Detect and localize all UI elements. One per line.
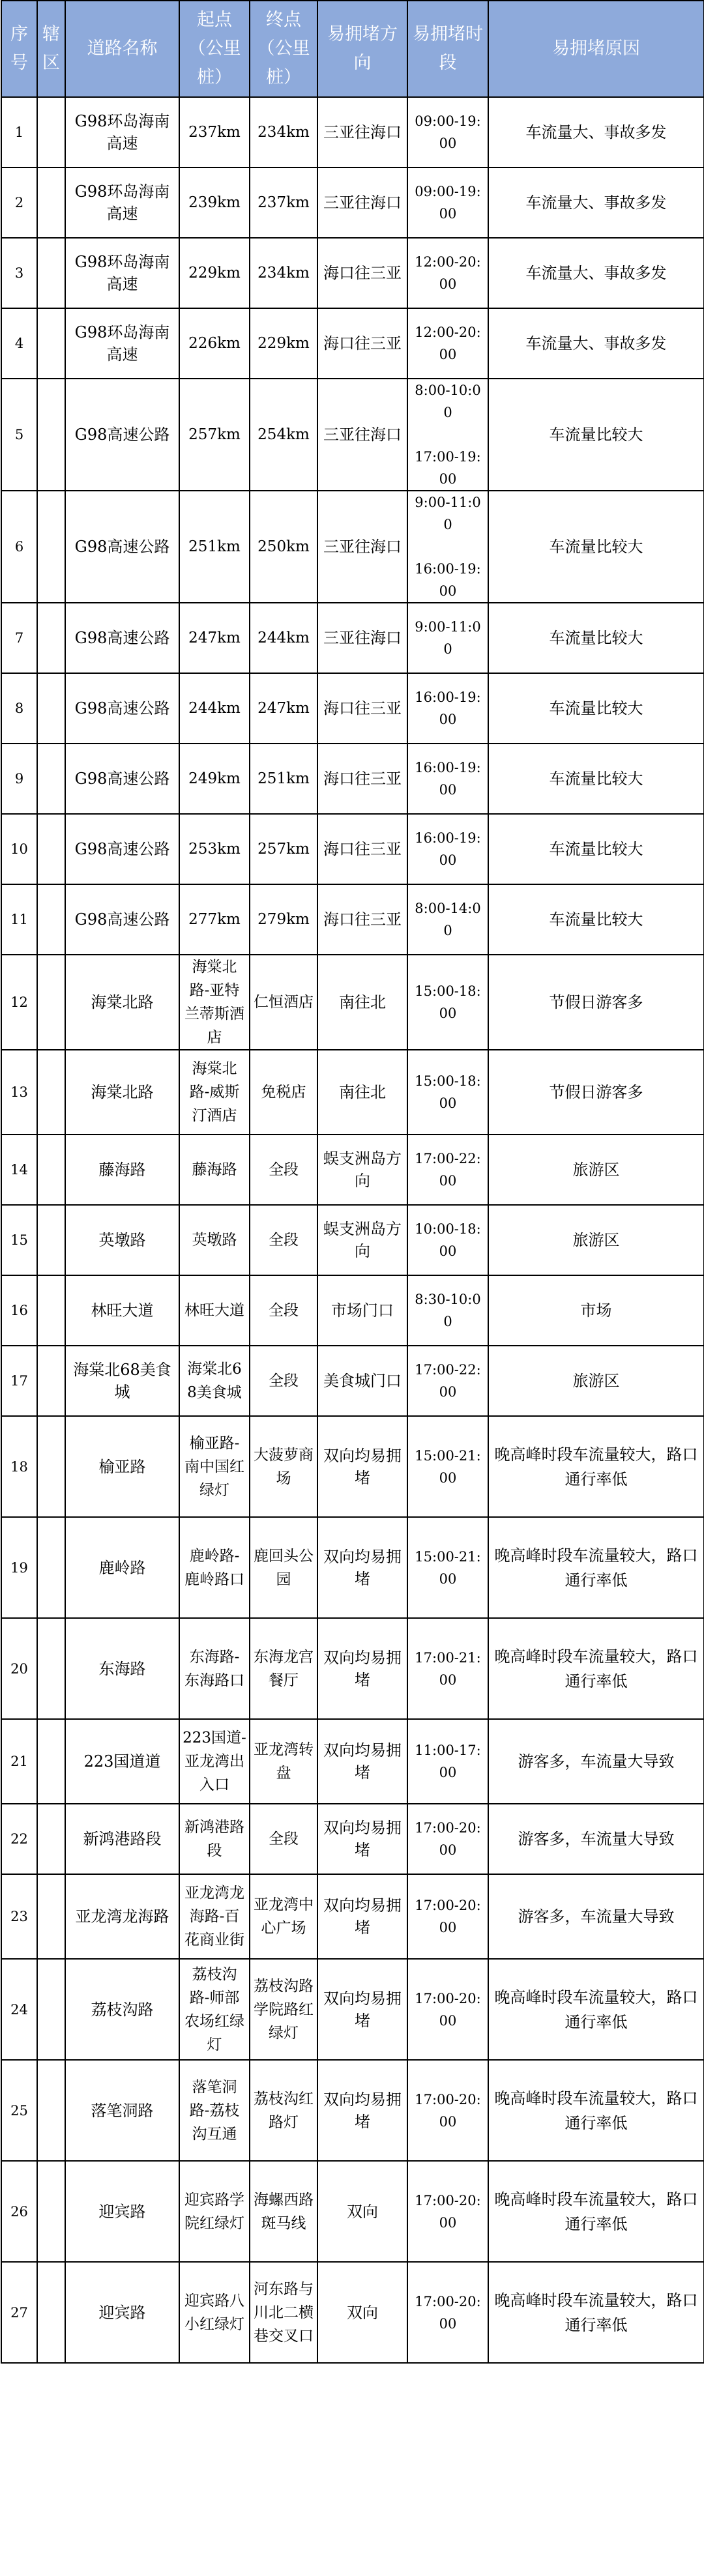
cell-district xyxy=(37,1050,65,1135)
cell-cause: 市场 xyxy=(488,1275,704,1346)
header-time: 易拥堵时段 xyxy=(407,1,488,97)
cell-start: 林旺大道 xyxy=(179,1275,250,1346)
cell-end: 河东路与川北二横巷交叉口 xyxy=(250,2262,317,2363)
cell-time: 10:00-18:00 xyxy=(407,1205,488,1275)
cell-road: 英墩路 xyxy=(65,1205,179,1275)
cell-district xyxy=(37,379,65,491)
table-row xyxy=(1,1618,704,1719)
cell-cause: 车流量比较大 xyxy=(488,603,704,673)
cell-end: 279km xyxy=(250,884,317,955)
cell-direction: 海口往三亚 xyxy=(317,238,407,308)
cell-seq: 9 xyxy=(1,744,37,814)
cell-start: 247km xyxy=(179,603,250,673)
cell-start: 鹿岭路-鹿岭路口 xyxy=(179,1517,250,1618)
cell-start: 251km xyxy=(179,491,250,603)
table-row xyxy=(1,1719,704,1804)
cell-road: G98高速公路 xyxy=(65,884,179,955)
cell-cause: 晚高峰时段车流量较大，路口通行率低 xyxy=(488,1517,704,1618)
cell-seq: 7 xyxy=(1,603,37,673)
cell-start: 223国道-亚龙湾出入口 xyxy=(179,1719,250,1804)
cell-time: 17:00-20:00 xyxy=(407,2161,488,2262)
cell-start: 277km xyxy=(179,884,250,955)
header-road: 道路名称 xyxy=(65,1,179,97)
cell-direction: 双向均易拥堵 xyxy=(317,1416,407,1517)
cell-end: 全段 xyxy=(250,1205,317,1275)
cell-road: 迎宾路 xyxy=(65,2161,179,2262)
table-row xyxy=(1,884,704,955)
cell-district xyxy=(37,2262,65,2363)
cell-cause: 游客多，车流量大导致 xyxy=(488,1719,704,1804)
cell-district xyxy=(37,814,65,884)
cell-start: 藤海路 xyxy=(179,1135,250,1205)
table-row xyxy=(1,491,704,603)
cell-cause: 车流量比较大 xyxy=(488,673,704,744)
cell-direction: 海口往三亚 xyxy=(317,884,407,955)
table-row xyxy=(1,1050,704,1135)
cell-time: 15:00-21:00 xyxy=(407,1517,488,1618)
cell-cause: 晚高峰时段车流量较大，路口通行率低 xyxy=(488,1618,704,1719)
cell-direction: 双向均易拥堵 xyxy=(317,1618,407,1719)
cell-cause: 晚高峰时段车流量较大，路口通行率低 xyxy=(488,2060,704,2161)
cell-time: 12:00-20:00 xyxy=(407,308,488,379)
cell-road: 海棠北68美食城 xyxy=(65,1346,179,1416)
cell-direction: 双向均易拥堵 xyxy=(317,1874,407,1959)
table-header-row xyxy=(1,1,704,97)
table-row xyxy=(1,1346,704,1416)
cell-direction: 海口往三亚 xyxy=(317,814,407,884)
table-row xyxy=(1,308,704,379)
cell-time: 17:00-20:00 xyxy=(407,1874,488,1959)
table-row xyxy=(1,97,704,167)
cell-direction: 双向 xyxy=(317,2262,407,2363)
table-row xyxy=(1,673,704,744)
cell-district xyxy=(37,673,65,744)
cell-time: 09:00-19:00 xyxy=(407,97,488,167)
cell-time: 9:00-11:00 xyxy=(407,603,488,673)
cell-road: G98高速公路 xyxy=(65,379,179,491)
cell-district xyxy=(37,1205,65,1275)
cell-road: G98高速公路 xyxy=(65,744,179,814)
cell-road: 鹿岭路 xyxy=(65,1517,179,1618)
cell-start: 迎宾路八小红绿灯 xyxy=(179,2262,250,2363)
cell-road: G98高速公路 xyxy=(65,603,179,673)
cell-cause: 节假日游客多 xyxy=(488,1050,704,1135)
cell-cause: 晚高峰时段车流量较大，路口通行率低 xyxy=(488,2262,704,2363)
cell-seq: 12 xyxy=(1,955,37,1050)
cell-start: 249km xyxy=(179,744,250,814)
cell-direction: 美食城门口 xyxy=(317,1346,407,1416)
cell-end: 大菠萝商场 xyxy=(250,1416,317,1517)
cell-road: G98高速公路 xyxy=(65,673,179,744)
cell-seq: 24 xyxy=(1,1959,37,2060)
cell-direction: 南往北 xyxy=(317,955,407,1050)
cell-end: 免税店 xyxy=(250,1050,317,1135)
header-end: 终点（公里桩） xyxy=(250,1,317,97)
cell-road: 林旺大道 xyxy=(65,1275,179,1346)
cell-direction: 三亚往海口 xyxy=(317,491,407,603)
cell-time: 17:00-20:00 xyxy=(407,1959,488,2060)
cell-district xyxy=(37,1959,65,2060)
cell-time: 16:00-19:00 xyxy=(407,744,488,814)
cell-time: 15:00-18:00 xyxy=(407,1050,488,1135)
cell-road: G98高速公路 xyxy=(65,814,179,884)
cell-end: 荔枝沟红路灯 xyxy=(250,2060,317,2161)
table-row xyxy=(1,1804,704,1874)
cell-end: 244km xyxy=(250,603,317,673)
cell-district xyxy=(37,308,65,379)
cell-start: 英墩路 xyxy=(179,1205,250,1275)
cell-start: 落笔洞路-荔枝沟互通 xyxy=(179,2060,250,2161)
cell-road: 海棠北路 xyxy=(65,955,179,1050)
table-row xyxy=(1,1959,704,2060)
table-row xyxy=(1,2161,704,2262)
cell-end: 251km xyxy=(250,744,317,814)
cell-cause: 车流量大、事故多发 xyxy=(488,238,704,308)
cell-district xyxy=(37,884,65,955)
cell-end: 仁恒酒店 xyxy=(250,955,317,1050)
cell-end: 257km xyxy=(250,814,317,884)
cell-start: 海棠北68美食城 xyxy=(179,1346,250,1416)
cell-road: 荔枝沟路 xyxy=(65,1959,179,2060)
cell-end: 全段 xyxy=(250,1135,317,1205)
cell-district xyxy=(37,491,65,603)
cell-seq: 21 xyxy=(1,1719,37,1804)
table-row xyxy=(1,744,704,814)
cell-direction: 双向均易拥堵 xyxy=(317,1804,407,1874)
cell-time: 12:00-20:00 xyxy=(407,238,488,308)
cell-start: 226km xyxy=(179,308,250,379)
cell-cause: 旅游区 xyxy=(488,1135,704,1205)
header-start: 起点（公里桩） xyxy=(179,1,250,97)
cell-end: 东海龙宫餐厅 xyxy=(250,1618,317,1719)
cell-road: G98环岛海南高速 xyxy=(65,167,179,238)
cell-direction: 海口往三亚 xyxy=(317,744,407,814)
cell-end: 全段 xyxy=(250,1346,317,1416)
table-row xyxy=(1,1517,704,1618)
cell-start: 东海路-东海路口 xyxy=(179,1618,250,1719)
cell-cause: 晚高峰时段车流量较大，路口通行率低 xyxy=(488,1959,704,2060)
cell-road: G98环岛海南高速 xyxy=(65,238,179,308)
cell-seq: 14 xyxy=(1,1135,37,1205)
cell-time: 17:00-22:00 xyxy=(407,1346,488,1416)
cell-seq: 23 xyxy=(1,1874,37,1959)
table-row xyxy=(1,1135,704,1205)
cell-end: 全段 xyxy=(250,1275,317,1346)
cell-time: 17:00-20:00 xyxy=(407,2060,488,2161)
cell-start: 253km xyxy=(179,814,250,884)
cell-district xyxy=(37,1874,65,1959)
cell-start: 244km xyxy=(179,673,250,744)
cell-start: 229km xyxy=(179,238,250,308)
cell-start: 237km xyxy=(179,97,250,167)
cell-district xyxy=(37,744,65,814)
cell-district xyxy=(37,97,65,167)
cell-cause: 车流量比较大 xyxy=(488,379,704,491)
cell-start: 239km xyxy=(179,167,250,238)
cell-direction: 三亚往海口 xyxy=(317,167,407,238)
cell-end: 亚龙湾转盘 xyxy=(250,1719,317,1804)
cell-cause: 车流量比较大 xyxy=(488,884,704,955)
cell-road: 榆亚路 xyxy=(65,1416,179,1517)
cell-end: 亚龙湾中心广场 xyxy=(250,1874,317,1959)
cell-direction: 市场门口 xyxy=(317,1275,407,1346)
congestion-table xyxy=(1,0,704,2364)
cell-time: 15:00-21:00 xyxy=(407,1416,488,1517)
cell-start: 亚龙湾龙海路-百花商业街 xyxy=(179,1874,250,1959)
cell-road: 迎宾路 xyxy=(65,2262,179,2363)
cell-time: 8:30-10:00 xyxy=(407,1275,488,1346)
cell-district xyxy=(37,2161,65,2262)
table-row xyxy=(1,238,704,308)
cell-district xyxy=(37,1719,65,1804)
cell-district xyxy=(37,1618,65,1719)
cell-end: 247km xyxy=(250,673,317,744)
cell-cause: 旅游区 xyxy=(488,1205,704,1275)
cell-cause: 旅游区 xyxy=(488,1346,704,1416)
cell-district xyxy=(37,955,65,1050)
table-row xyxy=(1,955,704,1050)
cell-seq: 1 xyxy=(1,97,37,167)
cell-seq: 4 xyxy=(1,308,37,379)
cell-direction: 双向均易拥堵 xyxy=(317,2060,407,2161)
cell-start: 榆亚路-南中国红绿灯 xyxy=(179,1416,250,1517)
cell-road: 223国道道 xyxy=(65,1719,179,1804)
cell-cause: 车流量比较大 xyxy=(488,744,704,814)
cell-seq: 16 xyxy=(1,1275,37,1346)
cell-road: 落笔洞路 xyxy=(65,2060,179,2161)
cell-seq: 18 xyxy=(1,1416,37,1517)
cell-cause: 节假日游客多 xyxy=(488,955,704,1050)
table-row xyxy=(1,1416,704,1517)
cell-district xyxy=(37,238,65,308)
cell-seq: 19 xyxy=(1,1517,37,1618)
cell-district xyxy=(37,603,65,673)
cell-seq: 11 xyxy=(1,884,37,955)
cell-seq: 27 xyxy=(1,2262,37,2363)
table-row xyxy=(1,379,704,491)
cell-start: 海棠北路-威斯汀酒店 xyxy=(179,1050,250,1135)
table-row xyxy=(1,1275,704,1346)
table-row xyxy=(1,814,704,884)
cell-district xyxy=(37,1804,65,1874)
cell-end: 229km xyxy=(250,308,317,379)
cell-cause: 车流量大、事故多发 xyxy=(488,167,704,238)
cell-time: 17:00-21:00 xyxy=(407,1618,488,1719)
cell-time: 17:00-20:00 xyxy=(407,2262,488,2363)
cell-direction: 海口往三亚 xyxy=(317,673,407,744)
cell-end: 234km xyxy=(250,238,317,308)
cell-direction: 三亚往海口 xyxy=(317,379,407,491)
cell-direction: 双向均易拥堵 xyxy=(317,1719,407,1804)
cell-road: G98环岛海南高速 xyxy=(65,97,179,167)
cell-direction: 海口往三亚 xyxy=(317,308,407,379)
cell-cause: 游客多，车流量大导致 xyxy=(488,1804,704,1874)
cell-time: 09:00-19:00 xyxy=(407,167,488,238)
cell-start: 迎宾路学院红绿灯 xyxy=(179,2161,250,2262)
cell-time: 11:00-17:00 xyxy=(407,1719,488,1804)
cell-seq: 22 xyxy=(1,1804,37,1874)
cell-time: 9:00-11:00 16:00-19:00 xyxy=(407,491,488,603)
table-row xyxy=(1,1205,704,1275)
cell-seq: 25 xyxy=(1,2060,37,2161)
cell-cause: 车流量大、事故多发 xyxy=(488,97,704,167)
cell-time: 17:00-20:00 xyxy=(407,1804,488,1874)
cell-seq: 3 xyxy=(1,238,37,308)
table-row xyxy=(1,2060,704,2161)
cell-cause: 晚高峰时段车流量较大，路口通行率低 xyxy=(488,2161,704,2262)
cell-seq: 15 xyxy=(1,1205,37,1275)
cell-cause: 车流量比较大 xyxy=(488,814,704,884)
table-row xyxy=(1,167,704,238)
cell-end: 海螺西路斑马线 xyxy=(250,2161,317,2262)
cell-district xyxy=(37,1135,65,1205)
cell-direction: 蜈支洲岛方向 xyxy=(317,1205,407,1275)
cell-district xyxy=(37,1517,65,1618)
cell-seq: 13 xyxy=(1,1050,37,1135)
cell-end: 254km xyxy=(250,379,317,491)
cell-seq: 5 xyxy=(1,379,37,491)
cell-district xyxy=(37,1275,65,1346)
cell-cause: 游客多，车流量大导致 xyxy=(488,1874,704,1959)
cell-direction: 南往北 xyxy=(317,1050,407,1135)
cell-seq: 6 xyxy=(1,491,37,603)
cell-seq: 2 xyxy=(1,167,37,238)
cell-start: 257km xyxy=(179,379,250,491)
cell-end: 250km xyxy=(250,491,317,603)
header-seq: 序号 xyxy=(1,1,37,97)
cell-start: 新鸿港路段 xyxy=(179,1804,250,1874)
header-direction: 易拥堵方向 xyxy=(317,1,407,97)
cell-end: 鹿回头公园 xyxy=(250,1517,317,1618)
cell-road: 海棠北路 xyxy=(65,1050,179,1135)
cell-start: 海棠北路-亚特兰蒂斯酒店 xyxy=(179,955,250,1050)
cell-time: 16:00-19:00 xyxy=(407,814,488,884)
cell-road: 新鸿港路段 xyxy=(65,1804,179,1874)
cell-road: 东海路 xyxy=(65,1618,179,1719)
header-cause: 易拥堵原因 xyxy=(488,1,704,97)
cell-seq: 8 xyxy=(1,673,37,744)
cell-direction: 双向 xyxy=(317,2161,407,2262)
cell-start: 荔枝沟路-师部农场红绿灯 xyxy=(179,1959,250,2060)
table-row xyxy=(1,1874,704,1959)
cell-district xyxy=(37,2060,65,2161)
cell-seq: 17 xyxy=(1,1346,37,1416)
cell-time: 17:00-22:00 xyxy=(407,1135,488,1205)
cell-time: 8:00-10:00 17:00-19:00 xyxy=(407,379,488,491)
cell-direction: 三亚往海口 xyxy=(317,603,407,673)
cell-cause: 车流量比较大 xyxy=(488,491,704,603)
cell-direction: 三亚往海口 xyxy=(317,97,407,167)
table-row xyxy=(1,603,704,673)
cell-end: 234km xyxy=(250,97,317,167)
cell-direction: 蜈支洲岛方向 xyxy=(317,1135,407,1205)
header-district: 辖区 xyxy=(37,1,65,97)
cell-seq: 26 xyxy=(1,2161,37,2262)
cell-road: G98环岛海南高速 xyxy=(65,308,179,379)
cell-direction: 双向均易拥堵 xyxy=(317,1959,407,2060)
cell-road: 亚龙湾龙海路 xyxy=(65,1874,179,1959)
cell-time: 15:00-18:00 xyxy=(407,955,488,1050)
cell-seq: 20 xyxy=(1,1618,37,1719)
table-row xyxy=(1,2262,704,2363)
cell-end: 荔枝沟路学院路红绿灯 xyxy=(250,1959,317,2060)
cell-end: 全段 xyxy=(250,1804,317,1874)
cell-time: 8:00-14:00 xyxy=(407,884,488,955)
cell-district xyxy=(37,167,65,238)
cell-end: 237km xyxy=(250,167,317,238)
cell-direction: 双向均易拥堵 xyxy=(317,1517,407,1618)
cell-district xyxy=(37,1416,65,1517)
cell-cause: 晚高峰时段车流量较大，路口通行率低 xyxy=(488,1416,704,1517)
cell-time: 16:00-19:00 xyxy=(407,673,488,744)
cell-cause: 车流量大、事故多发 xyxy=(488,308,704,379)
cell-district xyxy=(37,1346,65,1416)
cell-road: G98高速公路 xyxy=(65,491,179,603)
cell-road: 藤海路 xyxy=(65,1135,179,1205)
cell-seq: 10 xyxy=(1,814,37,884)
